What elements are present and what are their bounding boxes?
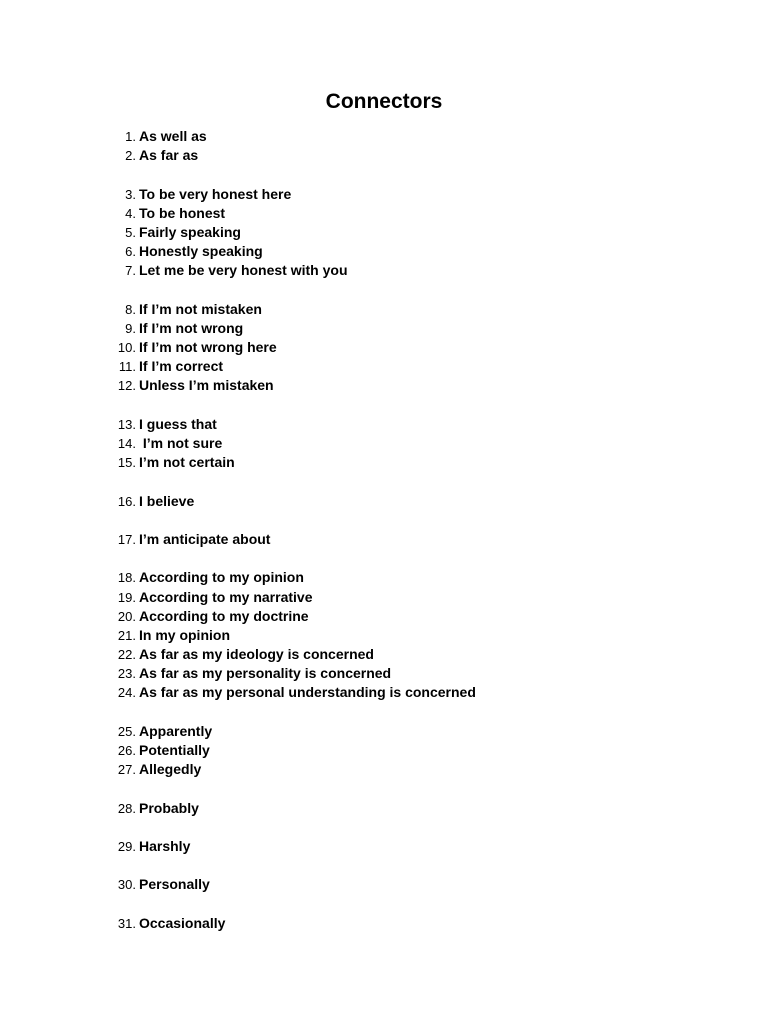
list-item-number: 5. [125, 224, 136, 240]
list-item-text: Allegedly [139, 761, 202, 778]
list-item-number: 22. [117, 647, 136, 663]
list-item-number: 26. [117, 743, 136, 758]
list-item-number: 7. [125, 263, 136, 279]
list-item [0, 645, 768, 664]
list-item-text: As far as my personal understanding is concerned [139, 684, 476, 701]
list-item-number: 11. [118, 359, 136, 375]
page-title: Connectors [325, 90, 443, 113]
list-item-text: I’m not certain [139, 454, 235, 471]
list-item-text: In my opinion [139, 626, 230, 643]
list-item-text: If I’m not mistaken [139, 300, 262, 317]
list-item-text: Probably [139, 799, 199, 816]
list-item-number: 28. [117, 800, 136, 816]
list-item [0, 760, 768, 779]
list-item-text: According to my doctrine [139, 607, 309, 624]
list-item [0, 434, 768, 453]
list-item-number: 14. [117, 436, 136, 451]
list-item [0, 146, 768, 165]
list-item-number: 13. [117, 416, 136, 432]
list-item [0, 415, 768, 434]
list-item [0, 683, 768, 702]
list-item-number: 23. [117, 666, 136, 682]
list-item [0, 588, 768, 607]
list-item-number: 19. [117, 589, 136, 605]
list-item-number: 20. [117, 608, 136, 624]
list-item-text: Unless I’m mistaken [139, 377, 274, 394]
list-item-text: Potentially [139, 742, 210, 758]
list-item-number: 8. [125, 301, 136, 317]
list-item-text: I believe [139, 492, 195, 509]
list-item-text: If I’m not wrong here [139, 339, 277, 356]
list-item-text: As far as [139, 147, 199, 164]
list-item-number: 9. [125, 320, 136, 336]
list-item [0, 261, 768, 280]
list-item [0, 453, 768, 472]
list-item [0, 664, 768, 683]
list-item [0, 204, 768, 223]
list-item-number: 24. [117, 685, 136, 701]
list-item-number: 30. [117, 877, 136, 893]
list-item-number: 25. [117, 723, 136, 739]
list-item-number: 2. [125, 148, 136, 164]
list-item-number: 1. [125, 129, 136, 144]
list-item-text: To be honest [139, 204, 226, 221]
list-item-text: As far as my personality is concerned [139, 665, 392, 682]
list-item-number: 16. [117, 493, 136, 509]
list-item [0, 185, 768, 204]
list-item-text: According to my narrative [139, 588, 313, 605]
list-item-text: According to my opinion [139, 569, 304, 586]
list-item-number: 21. [117, 627, 136, 643]
list-item [0, 799, 768, 818]
list-item-number: 27. [117, 762, 136, 778]
list-item-number: 4. [125, 205, 136, 221]
list-item-text: To be very honest here [139, 185, 292, 202]
list-item [0, 376, 768, 395]
list-item [0, 568, 768, 587]
list-item-text: Fairly speaking [139, 223, 241, 240]
list-item-text: I guess that [139, 415, 217, 432]
list-item-text: Personally [139, 876, 210, 893]
list-item-number: 29. [117, 838, 136, 854]
list-item [0, 300, 768, 319]
list-item [0, 741, 768, 760]
list-item [0, 357, 768, 376]
list-item [0, 722, 768, 741]
list-item [0, 338, 768, 357]
list-item [0, 914, 768, 933]
list-item [0, 837, 768, 856]
list-item-number: 6. [125, 244, 136, 260]
list-item-number: 17. [117, 531, 136, 547]
list-item-text: If I’m not wrong [139, 319, 244, 336]
list-item-text: Harshly [139, 837, 191, 854]
list-item [0, 530, 768, 549]
list-item-number: 10. [117, 340, 136, 356]
list-item-text: As well as [139, 128, 207, 144]
list-item-text: I’m not sure [139, 435, 223, 451]
list-item-number: 12. [117, 378, 136, 394]
connector-list [0, 127, 768, 933]
list-item-text: If I’m correct [139, 358, 224, 375]
list-item [0, 875, 768, 894]
list-item-text: Honestly speaking [139, 243, 263, 260]
list-item [0, 242, 768, 261]
list-item [0, 319, 768, 338]
list-item-number: 18. [117, 570, 136, 586]
list-item [0, 607, 768, 626]
list-item-number: 3. [125, 186, 136, 202]
list-item [0, 223, 768, 242]
list-item-number: 15. [117, 455, 136, 471]
list-item-number: 31. [117, 915, 136, 931]
list-item-text: I’m anticipate about [139, 530, 271, 547]
list-item [0, 626, 768, 645]
list-item [0, 127, 768, 146]
list-item-text: As far as my ideology is concerned [139, 646, 374, 663]
list-item-text: Let me be very honest with you [139, 262, 348, 279]
list-item-text: Apparently [139, 722, 213, 739]
list-item-text: Occasionally [139, 914, 226, 931]
list-item [0, 492, 768, 511]
